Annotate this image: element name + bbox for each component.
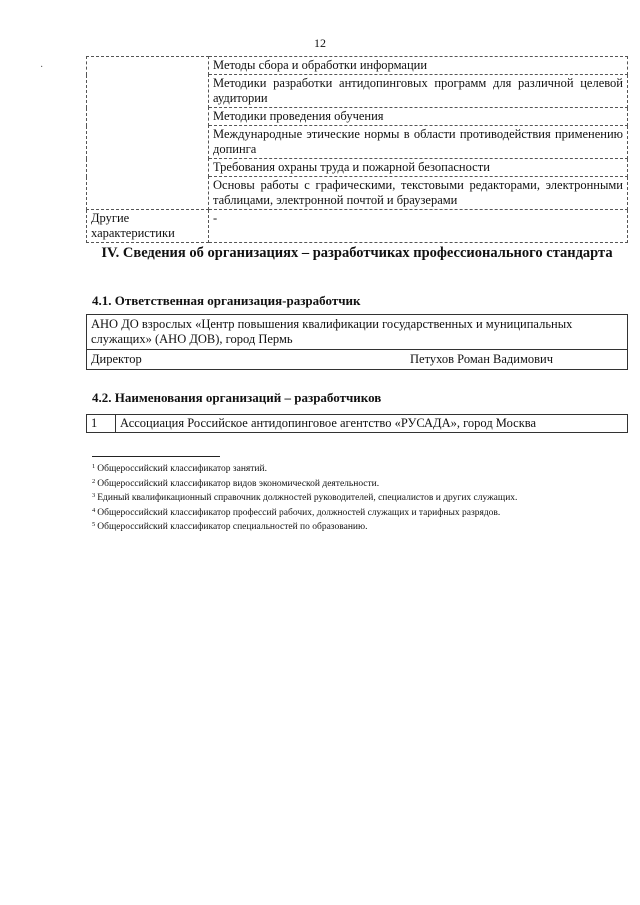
- director-name: Петухов Роман Вадимович: [410, 352, 553, 366]
- table-cell: Методики проведения обучения: [209, 108, 628, 126]
- footnote: $^1$ Общероссийский классификатор занятий.: [92, 463, 267, 474]
- section-title: IV. Сведения об организациях – разработчиках профессионального стандарта: [101, 245, 613, 261]
- table-row: [87, 57, 628, 75]
- responsible-heading: 4.1. Ответственная организация-разработчик: [92, 293, 361, 308]
- developers-table: [86, 414, 628, 433]
- table-cell: Методы сбора и обработки информации: [209, 57, 628, 75]
- table-cell: Методики разработки антидопинговых программ для различной целевой аудитории: [209, 75, 628, 108]
- table-row: [87, 415, 628, 433]
- responsible-org-box: [86, 314, 628, 370]
- director-row: [87, 349, 627, 369]
- other-characteristics-value: -: [209, 210, 628, 243]
- footnote: $^4$ Общероссийский классификатор профессий рабочих, должностей служащих и тарифных разрядов.: [92, 506, 501, 518]
- director-position: Директор: [91, 352, 142, 366]
- table-cell: Основы работы с графическими, текстовыми редакторами, электронными таблицами, электронной почтой и браузерами: [209, 177, 628, 210]
- footnote: $^5$ Общероссийский классификатор специальностей по образованию.: [92, 521, 368, 533]
- other-characteristics-label: Другие характеристики: [87, 210, 209, 243]
- knowledge-table: [86, 56, 628, 243]
- table-cell: Требования охраны труда и пожарной безопасности: [209, 159, 628, 177]
- table-left-cell: [87, 57, 209, 210]
- responsible-org-name: АНО ДО взрослых «Центр повышения квалификации государственных и муниципальных служащих» (АНО ДОВ), город Пермь: [91, 317, 573, 346]
- developer-name: Ассоциация Российское антидопинговое агентство «РУСАДА», город Москва: [116, 415, 628, 433]
- footnote: $^2$ Общероссийский классификатор видов экономической деятельности.: [92, 477, 380, 489]
- stray-mark: ·: [40, 62, 44, 73]
- page-number: 12: [314, 36, 326, 50]
- footnote: $^3$ Единый квалификационный справочник должностей руководителей, специалистов и других служащих.: [92, 492, 518, 504]
- table-cell: Международные этические нормы в области противодействия применению допинга: [209, 126, 628, 159]
- developer-number: 1: [87, 415, 116, 433]
- table-row-other: [87, 210, 628, 243]
- footnote-divider: [92, 456, 220, 457]
- developers-heading: 4.2. Наименования организаций – разработчиков: [92, 390, 382, 405]
- footnotes: [92, 461, 628, 534]
